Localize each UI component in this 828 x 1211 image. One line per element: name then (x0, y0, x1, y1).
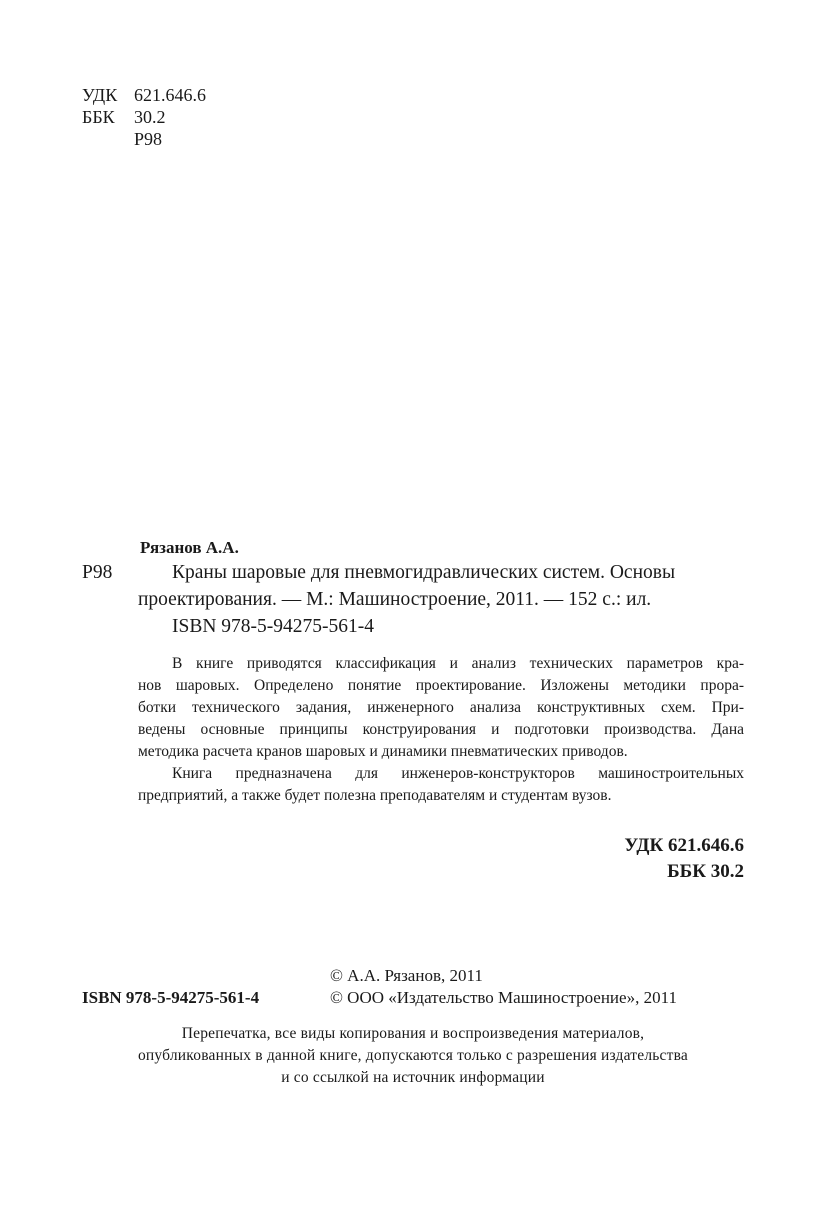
notice-line-3: и со ссылкой на источник информации (281, 1069, 545, 1086)
abstract (138, 653, 744, 807)
notice-line-2: опубликованных в данной книге, допускаются только с разрешения издательства (137, 1047, 688, 1064)
author-name: Рязанов А.А. (140, 538, 239, 557)
isbn-bottom: ISBN 978-5-94275-561-4 (82, 988, 260, 1007)
title-line-2: проектирования. — М.: Машиностроение, 2011. — 152 с.: ил. (138, 589, 652, 610)
copyright-author: © А.А. Рязанов, 2011 (330, 966, 483, 985)
abstract-line: предприятий, а также будет полезна преподавателям и студентам вузов. (138, 787, 612, 804)
bbk-label: ББК (82, 107, 115, 127)
abstract-paragraph-2 (138, 763, 744, 807)
copyright-publisher: © ООО «Издательство Машиностроение», 2011 (330, 988, 677, 1007)
bbk-header (82, 106, 166, 128)
udk-value: 621.646.6 (134, 85, 206, 105)
abstract-line: В книге приводятся классификация и анализ технических параметров кра- (172, 655, 744, 672)
bbk-value: 30.2 (134, 107, 166, 127)
abstract-line: нов шаровых. Определено понятие проектирование. Изложены методики прора- (138, 677, 744, 694)
author-mark: Р98 (82, 562, 113, 583)
reprint-notice (82, 1023, 744, 1089)
abstract-line: Книга предназначена для инженеров-конструкторов машиностроительных (172, 765, 744, 782)
notice-line-1: Перепечатка, все виды копирования и воспроизведения материалов, (181, 1025, 645, 1042)
udk-label: УДК (82, 85, 118, 105)
udk-code: УДК 621.646.6 (624, 835, 744, 856)
abstract-line: ботки технического задания, инженерного анализа конструктивных схем. При- (138, 699, 744, 716)
isbn-line: ISBN 978-5-94275-561-4 (172, 616, 375, 637)
abstract-line: ведены основные принципы конструирования и подготовки производства. Дана (138, 721, 744, 738)
udk-header (82, 84, 206, 106)
bbk-code: ББК 30.2 (667, 861, 744, 882)
abstract-line: методика расчета кранов шаровых и динамики пневматических приводов. (138, 743, 628, 760)
author-mark-header: Р98 (134, 129, 163, 149)
title-line-1: Краны шаровые для пневмогидравлических систем. Основы (172, 562, 676, 583)
abstract-paragraph-1 (138, 653, 744, 763)
